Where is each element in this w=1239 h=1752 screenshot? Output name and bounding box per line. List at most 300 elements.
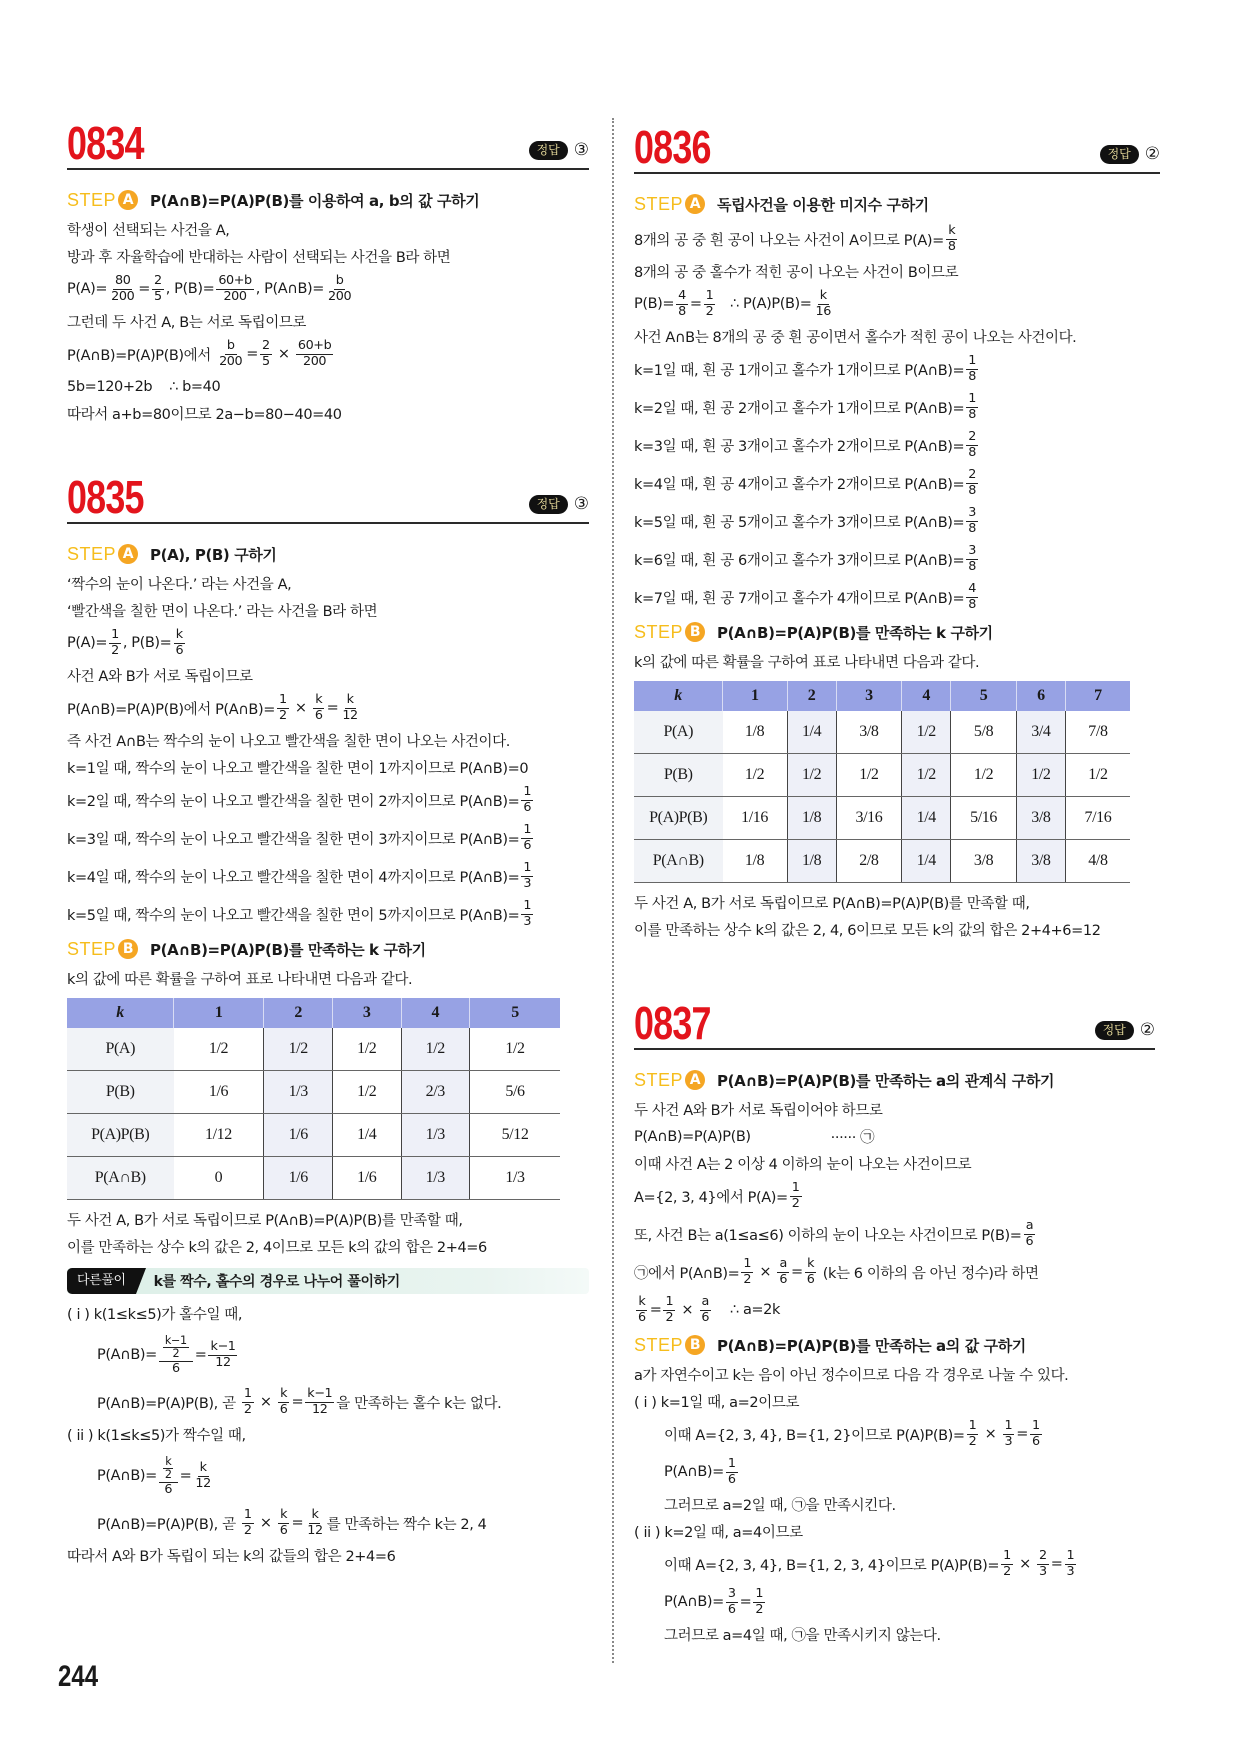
solution-line [634,1177,1155,1215]
header-value: 4 [401,998,470,1028]
table-cell [787,711,836,754]
fraction [946,224,958,253]
alternative-solution-title: k를 짝수, 홀수의 경우로 나누어 풀이하기 [153,1274,400,1290]
solution-body [67,170,589,427]
table-cell [902,797,951,840]
denominator [109,644,121,658]
cell-value: 2/8 [859,852,879,869]
cell-value: 1/4 [801,723,822,740]
answer-label: 정답 [1095,1021,1134,1040]
numerator [805,1257,816,1272]
text-run: 1 [523,822,532,838]
solution-line [67,270,589,308]
text-run: a가 자연수이고 k는 음이 아닌 정수이므로 다음 각 경우로 나눌 수 있다. [634,1368,1069,1384]
step-badge-icon: A [685,194,705,214]
header-value: 1 [723,681,788,711]
text-run: P(A∩B)=P(A)P(B)를 이용하여 a, b의 값 구하기 [150,191,480,210]
fraction [741,1257,753,1286]
text-run: = [689,296,702,312]
text-run: A={2, 3, 4}에서 P(A)= [634,1189,788,1206]
table-cell [174,1071,264,1114]
numerator [966,582,978,597]
text-run: b [226,338,235,354]
table-cell [1016,797,1065,840]
text-run: 1 [791,1180,800,1196]
text-run: 12 [195,1475,211,1491]
text-run: k−1 [164,1334,187,1348]
problem-number: 0834 [67,117,144,169]
solution-line [634,1150,1155,1177]
problem-header [634,998,1155,1050]
text-run: k=2일 때, 짝수의 눈이 나오고 빨간색을 칠한 면이 2까지이므로 P(A∩B)= [67,793,520,810]
solution-line [634,464,1160,502]
text-run: k [819,288,827,304]
solution-line [67,1327,589,1383]
solution-line [67,308,589,335]
text-run: 1 [1066,1548,1075,1564]
step-badge-icon: B [685,1335,705,1355]
text-run: 8 [968,406,976,422]
table-cell [264,1028,333,1071]
text-run: 6 [806,1271,815,1287]
text-run: P(A∩B)=P(A)P(B), 곧 [97,1516,240,1533]
text-run: P(A∩B)=P(A)P(B)를 만족하는 k 구하기 [717,623,993,642]
denominator [221,290,248,304]
table-cell [787,797,836,840]
step-badge-icon: A [118,190,138,210]
step-label: STEP [67,938,117,959]
fraction [814,289,833,318]
table-row [67,1028,560,1071]
fraction [305,1508,324,1537]
fraction [521,785,533,814]
text-run: P(A∩B)= [97,1347,157,1363]
numerator [753,1587,765,1602]
solution-line [634,1123,1155,1150]
step-label: STEP [634,1334,684,1355]
text-run: 1 [243,1386,252,1402]
text-run: P(A∩B)=P(A)P(B)에서 [67,347,216,364]
denominator [966,598,978,612]
fraction [216,274,253,303]
problem-0835-solution [67,472,589,1569]
cell-value: 1/2 [425,1040,445,1057]
solution-line [67,754,589,781]
denominator [301,355,328,369]
numerator [152,274,164,289]
denominator [217,355,244,369]
answer-value: ③ [573,494,589,514]
header-value: 7 [1065,681,1130,711]
denominator [790,1197,802,1211]
fraction [193,1461,212,1490]
cell-value: 1/4 [916,809,936,826]
fraction [753,1587,765,1616]
solution-line [634,540,1160,578]
step-badge-icon: A [685,1070,705,1090]
text-run: = [791,1264,803,1280]
numerator [676,289,688,304]
text-run: k=1일 때, 짝수의 눈이 나오고 빨간색을 칠한 면이 1까지이므로 P(A∩B)=0 [67,761,529,777]
text-run: = [739,1594,752,1610]
denominator [242,1524,254,1538]
table-cell [723,797,788,840]
cell-value: 1/16 [741,809,768,826]
numerator [704,289,716,304]
fraction [1001,1549,1013,1578]
text-run: 8 [968,444,976,460]
answer-badge [1100,145,1160,164]
step-label: STEP [634,1069,684,1090]
answer-label: 정답 [529,141,568,160]
table-cell [401,1071,470,1114]
denominator [704,305,716,319]
problem-header [67,118,589,170]
row-label: P(A) [67,1028,174,1071]
text-run: 2 [243,1522,252,1538]
fraction [277,693,289,722]
text-run: 두 사건 A, B가 서로 독립이므로 P(A∩B)=P(A)P(B)를 만족할 때, [67,1213,463,1229]
text-run: k [948,223,956,239]
solution-line [67,243,589,270]
numerator [296,339,333,354]
solution-line [634,1361,1155,1388]
denominator [753,1603,765,1617]
fraction [676,289,688,318]
text-run: P(A)= [67,281,108,297]
answer-value: ③ [573,140,589,160]
denominator [170,1362,182,1376]
table-cell [836,754,902,797]
text-run: 6 [314,707,323,723]
numerator [163,1335,189,1348]
fraction [326,274,353,303]
table-cell [264,1071,333,1114]
text-run: = [326,700,339,716]
probability-table [634,681,1130,883]
text-run: 8 [968,558,976,574]
step-label: STEP [67,189,117,210]
cell-value: 3/8 [973,852,994,869]
text-run: 즉 사건 A∩B는 짝수의 눈이 나오고 빨간색을 칠한 면이 나오는 사건이다. [67,734,510,750]
step-heading [634,616,1160,648]
text-run: P(A∩B)=P(A)P(B)를 만족하는 a의 관계식 구하기 [717,1071,1055,1090]
text-run: 6 [779,1271,788,1287]
solution-line [634,388,1160,426]
numerator [260,339,272,354]
denominator [162,1483,174,1497]
numerator [159,1455,178,1483]
solution-line [67,624,589,662]
row-label: P(B) [67,1071,174,1114]
denominator [310,1403,329,1417]
row-label: P(A∩B) [67,1157,174,1200]
text-run: k=4일 때, 흰 공 4개이고 홀수가 2개이므로 P(A∩B)= [634,476,965,493]
text-run: × [290,700,311,716]
text-run: 1 [243,1507,252,1523]
solution-line [67,1421,589,1448]
table-cell [401,1028,470,1071]
numerator [277,693,289,708]
numerator [1030,1419,1042,1434]
text-run: × [1014,1556,1036,1572]
denominator [1003,1435,1015,1449]
step-heading [67,538,589,570]
step-title [717,622,993,643]
fraction [966,430,978,459]
solution-line [634,502,1160,540]
solution-line [634,350,1160,388]
numerator [966,430,978,445]
numerator [313,693,324,708]
fraction [159,1334,193,1376]
text-run: k=3일 때, 흰 공 3개이고 홀수가 2개이므로 P(A∩B)= [634,438,965,455]
fraction [159,1455,178,1497]
table-cell [1065,711,1130,754]
step-badge-icon: B [118,939,138,959]
text-run: 3 [727,1586,736,1602]
denominator [521,915,533,929]
table-cell [332,1071,401,1114]
text-run: k [315,692,323,708]
table-cell [332,1114,401,1157]
text-run: k [199,1460,207,1476]
text-run: 6 [638,1309,646,1325]
text-run: 2 [968,467,976,483]
table-cell [723,711,788,754]
denominator [242,1403,254,1417]
denominator [726,1473,738,1487]
fraction [278,1508,290,1537]
cell-value: 0 [214,1169,223,1186]
cell-value: 3/16 [855,809,883,826]
table-cell [470,1157,560,1200]
numerator [1065,1549,1077,1564]
denominator [193,1477,212,1491]
cell-value: 1/6 [357,1169,377,1186]
fraction [663,1295,675,1324]
text-run: 2 [243,1401,252,1417]
step-heading [67,184,589,216]
text-run: 8 [947,238,956,254]
cell-value: 1/2 [1088,766,1108,783]
solution-line [634,1253,1155,1291]
numerator [966,506,978,521]
step-heading [634,1329,1155,1361]
fraction [966,354,978,383]
text-run: 그러므로 a=2일 때, ㉠을 만족시킨다. [664,1498,896,1514]
text-run: 200 [111,288,135,304]
denominator [313,709,325,723]
table-cell [787,754,836,797]
fraction [790,1181,802,1210]
text-run: 8 [968,520,976,536]
cell-value: 1/12 [205,1126,232,1143]
table-cell [836,840,902,883]
text-run: 3 [1039,1563,1047,1579]
header-k: k [634,681,723,711]
text-run: 6 [164,1481,173,1497]
numerator [741,1257,753,1272]
table-cell [401,1157,470,1200]
denominator [777,1273,789,1287]
solution-line [634,1583,1155,1621]
denominator [326,290,353,304]
solution-line [67,597,589,624]
text-run: 3 [968,543,976,559]
step-title [150,939,426,960]
text-run: 2 [111,642,119,658]
fraction [704,289,716,318]
denominator [805,1273,817,1287]
table-cell [470,1071,560,1114]
text-run: 1 [1004,1418,1013,1434]
text-run: , P(A∩B)= [255,281,325,297]
cell-value: 1/8 [744,852,765,869]
solution-line [67,373,589,400]
step-badge-icon: A [118,544,138,564]
numerator [636,1295,647,1310]
text-run: 1 [755,1586,764,1602]
denominator [636,1311,648,1325]
equation-label: ······ ㉠ [830,1130,875,1146]
denominator [1024,1235,1036,1249]
text-run: 5 [154,288,162,304]
solution-line [67,857,589,895]
cell-value: 1/2 [357,1083,377,1100]
text-run: 방과 후 자율학습에 반대하는 사람이 선택되는 사건을 B라 하면 [67,250,451,266]
numerator [663,1295,675,1310]
problem-0836-solution [634,122,1160,943]
denominator [152,290,164,304]
text-run: 2 [1039,1548,1047,1564]
text-run: 1 [1032,1418,1040,1434]
step-heading [67,933,589,965]
table-cell [1016,754,1065,797]
row-label: P(B) [634,754,723,797]
table-cell [332,1028,401,1071]
text-run: 2 [968,429,976,445]
text-run: 2 [968,1433,977,1449]
cell-value: 1/3 [288,1083,308,1100]
text-run: k=4일 때, 짝수의 눈이 나오고 빨간색을 칠한 면이 4까지이므로 P(A∩B)= [67,869,520,886]
solution-line [634,1215,1155,1253]
text-run: P(A∩B)= [664,1594,724,1610]
solution-line [634,1545,1155,1583]
text-run: 80 [114,273,131,289]
text-run: 200 [223,288,247,304]
text-run: 2 [154,273,162,289]
denominator [814,305,833,319]
text-run: k [280,1386,288,1402]
text-run: k−1 [210,1339,236,1355]
text-run: 1 [968,391,976,407]
cell-value: 1/6 [208,1083,229,1100]
step-heading [634,1064,1155,1096]
solution-line [67,689,589,727]
text-run: 2 [261,338,270,354]
text-run: 두 사건 A와 B가 서로 독립이어야 하므로 [634,1103,883,1119]
solution-line [634,889,1160,916]
text-run: 2 [1003,1563,1011,1579]
fraction [109,274,136,303]
text-run: a [1025,1218,1034,1234]
text-run: 2 [705,303,714,319]
denominator [966,408,978,422]
solution-line [67,216,589,243]
text-run: 8개의 공 중 흰 공이 나오는 사건이 A이므로 P(A)= [634,232,944,249]
numerator [109,628,121,643]
fraction [242,1387,254,1416]
text-run: k=5일 때, 흰 공 5개이고 홀수가 3개이므로 P(A∩B)= [634,514,965,531]
text-run: 6 [727,1601,736,1617]
text-run: 8개의 공 중 홀수가 적힌 공이 나오는 사건이 B이므로 [634,265,959,281]
text-run: 6 [701,1309,710,1325]
fraction [966,544,978,573]
denominator [966,446,978,460]
text-run: k의 값에 따른 확률을 구하여 표로 나타내면 다음과 같다. [634,655,980,671]
header-value: 5 [470,998,560,1028]
step-label: STEP [67,543,117,564]
table-header-row [634,681,1130,711]
step-title [717,194,929,215]
text-run: 6 [523,799,532,815]
solution-line [634,1415,1155,1453]
text-run: , P(B)= [122,635,172,651]
table-cell [787,840,836,883]
text-run: 그런데 두 사건 A, B는 서로 독립이므로 [67,315,307,331]
numerator [966,468,978,483]
solution-body [67,524,589,1569]
text-run: 사건 A와 B가 서로 독립이므로 [67,669,253,685]
numerator [521,785,533,800]
denominator [967,1435,979,1449]
answer-badge [529,141,589,160]
cell-value: 5/12 [501,1126,529,1143]
text-run: 2 [665,1309,674,1325]
text-run: 이를 만족하는 상수 k의 값은 2, 4, 6이므로 모든 k의 값의 합은 2+4+6=12 [634,923,1101,939]
cell-value: 1/6 [288,1169,308,1186]
text-run: 6 [175,642,184,658]
row-label: P(A) [634,711,723,754]
text-run: 두 사건 A, B가 서로 독립이므로 P(A∩B)=P(A)P(B)를 만족할 때, [634,896,1030,912]
step-title [150,544,276,565]
table-cell [836,711,902,754]
text-run: k=5일 때, 짝수의 눈이 나오고 빨간색을 칠한 면이 5까지이므로 P(A∩B)= [67,907,520,924]
text-run: 2 [172,1347,180,1361]
fraction [777,1257,789,1286]
text-run: k [175,627,183,643]
cell-value: 1/2 [973,766,994,783]
text-run: ( ii ) k(1≤k≤5)가 짝수일 때, [67,1428,246,1444]
answer-value: ② [1139,1020,1155,1040]
header-value: 5 [951,681,1017,711]
fraction [109,628,121,657]
text-run: = [179,1468,192,1484]
alternative-solution-tag: 다른풀이 [67,1268,136,1294]
answer-badge [529,495,589,514]
text-run: P(B)= [634,296,675,312]
table-cell [174,1157,264,1200]
denominator [340,709,359,723]
text-run: ( i ) k=1일 때, a=2이므로 [634,1395,800,1411]
text-run: 4 [968,581,976,597]
text-run: = [1016,1426,1029,1442]
text-run: 1 [743,1256,752,1272]
numerator [700,1295,711,1310]
solution-line [67,570,589,597]
text-run: = [246,346,258,362]
